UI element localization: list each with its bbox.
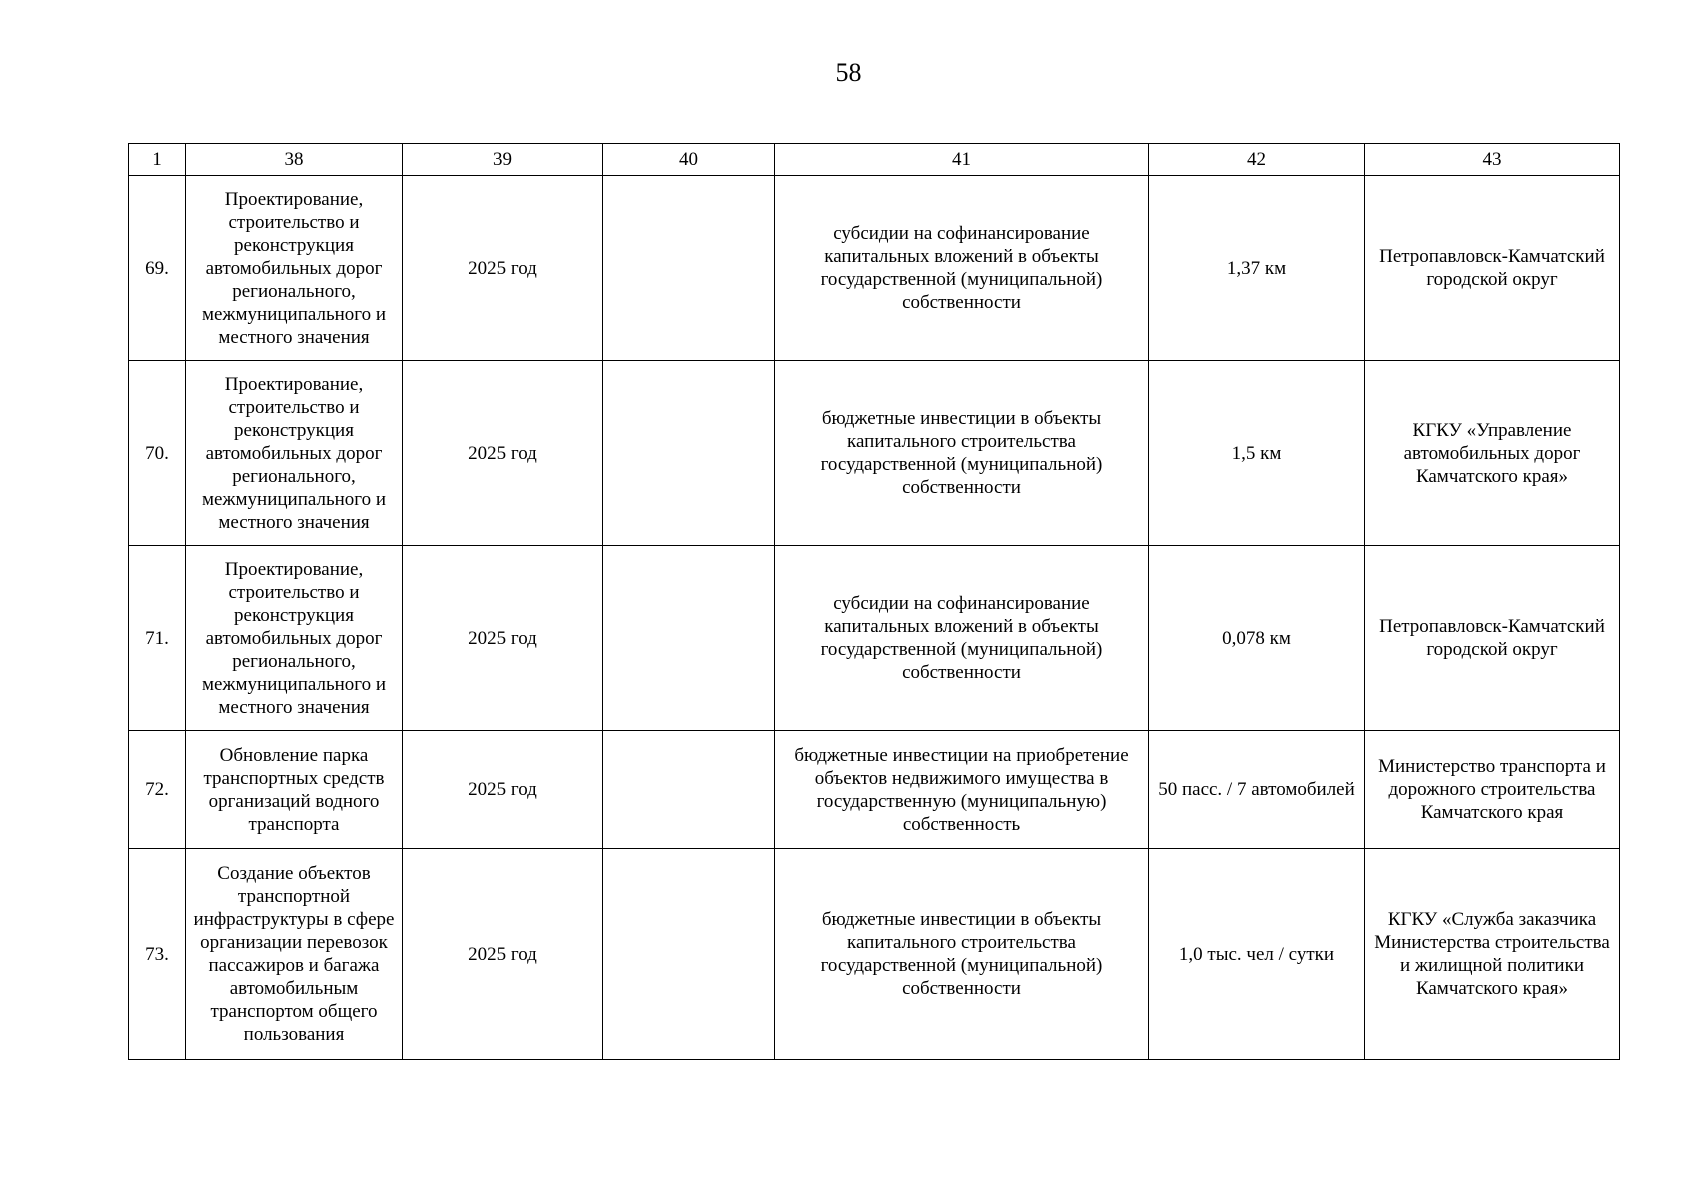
row-number: 69. (129, 176, 186, 361)
column-header: 39 (403, 144, 603, 176)
recipient-cell: КГКУ «Управление автомобильных дорог Камчатского края» (1365, 361, 1620, 546)
table-row (129, 361, 1620, 546)
recipient-cell: Министерство транспорта и дорожного строительства Камчатского края (1365, 731, 1620, 849)
funding-form: бюджетные инвестиции на приобретение объектов недвижимого имущества в государственную (муниципальную) собственность (775, 731, 1149, 849)
year-cell: 2025 год (403, 731, 603, 849)
funding-form: субсидии на софинансирование капитальных вложений в объекты государственной (муниципальной) собственности (775, 176, 1149, 361)
table-header-row (129, 144, 1620, 176)
table-row (129, 176, 1620, 361)
empty-cell (603, 731, 775, 849)
column-header: 43 (1365, 144, 1620, 176)
empty-cell (603, 176, 775, 361)
table-row (129, 731, 1620, 849)
page-number: 58 (835, 58, 862, 87)
recipient-cell: КГКУ «Служба заказчика Министерства строительства и жилищной политики Камчатского края» (1365, 849, 1620, 1060)
year-cell: 2025 год (403, 849, 603, 1060)
row-number: 72. (129, 731, 186, 849)
year-cell: 2025 год (403, 546, 603, 731)
object-name: Проектирование, строительство и реконструкция автомобильных дорог регионального, межмуниципального и местного значения (186, 546, 403, 731)
year-cell: 2025 год (403, 361, 603, 546)
row-number: 71. (129, 546, 186, 731)
object-name: Проектирование, строительство и реконструкция автомобильных дорог регионального, межмуниципального и местного значения (186, 361, 403, 546)
row-number: 73. (129, 849, 186, 1060)
capacity-cell: 1,0 тыс. чел / сутки (1149, 849, 1365, 1060)
object-name: Проектирование, строительство и реконструкция автомобильных дорог регионального, межмуниципального и местного значения (186, 176, 403, 361)
table-row (129, 849, 1620, 1060)
row-number: 70. (129, 361, 186, 546)
capacity-cell: 1,5 км (1149, 361, 1365, 546)
funding-form: бюджетные инвестиции в объекты капитального строительства государственной (муниципальной) собственности (775, 361, 1149, 546)
column-header: 1 (129, 144, 186, 176)
capacity-cell: 1,37 км (1149, 176, 1365, 361)
recipient-cell: Петропавловск-Камчатский городской округ (1365, 546, 1620, 731)
column-header: 41 (775, 144, 1149, 176)
empty-cell (603, 546, 775, 731)
column-header: 40 (603, 144, 775, 176)
empty-cell (603, 361, 775, 546)
funding-form: субсидии на софинансирование капитальных вложений в объекты государственной (муниципальной) собственности (775, 546, 1149, 731)
capacity-cell: 50 пасс. / 7 автомобилей (1149, 731, 1365, 849)
column-header: 38 (186, 144, 403, 176)
funding-form: бюджетные инвестиции в объекты капитального строительства государственной (муниципальной) собственности (775, 849, 1149, 1060)
object-name: Обновление парка транспортных средств организаций водного транспорта (186, 731, 403, 849)
year-cell: 2025 год (403, 176, 603, 361)
object-name: Создание объектов транспортной инфраструктуры в сфере организации перевозок пассажиров и багажа автомобильным транспортом общего пользования (186, 849, 403, 1060)
recipient-cell: Петропавловск-Камчатский городской округ (1365, 176, 1620, 361)
empty-cell (603, 849, 775, 1060)
data-table (128, 143, 1620, 1060)
capacity-cell: 0,078 км (1149, 546, 1365, 731)
table-row (129, 546, 1620, 731)
column-header: 42 (1149, 144, 1365, 176)
